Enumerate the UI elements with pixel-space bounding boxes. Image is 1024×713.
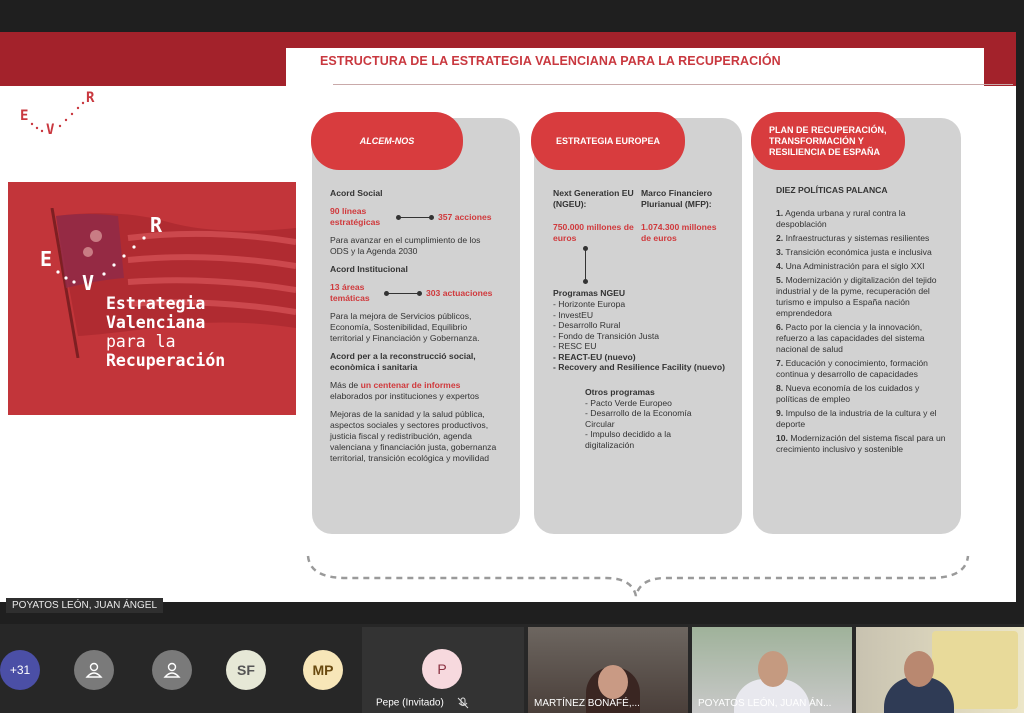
policy-text: Infraestructuras y sistemas resilientes	[785, 233, 930, 243]
otros-programas	[585, 387, 705, 451]
participant-name: Pepe (Invitado)	[376, 697, 469, 709]
panel-title-line4: Recuperación	[106, 351, 226, 370]
list-item: - REACT-EU (nuevo)	[553, 351, 636, 362]
mfp-title: Marco Financiero Plurianual (MFP):	[641, 188, 713, 209]
participant-tile-pepe[interactable]	[362, 627, 524, 713]
connector	[398, 217, 432, 218]
ngeu-title: Next Generation EU (NGEU):	[553, 188, 634, 209]
policy-number: 9.	[776, 408, 784, 418]
actuaciones-count: 303 actuaciones	[426, 287, 493, 298]
policy-item	[776, 433, 948, 455]
informes-text: Más de un centenar de informes elaborados por instituciones y expertos	[330, 380, 480, 401]
participant-avatar[interactable]	[74, 650, 114, 690]
participant-avatar-mp[interactable]: MP	[303, 650, 343, 690]
strategy-image-panel	[8, 182, 296, 415]
participant-video-tile-presenter[interactable]	[692, 627, 852, 713]
programas-ngeu-title: Programas NGEU	[553, 288, 626, 298]
panel-title-line1: Estrategia	[106, 294, 206, 313]
policy-text: Modernización y digitalización del tejido industrial y de la pyme, recuperación del turismo e impulso a España nación emprendedora	[776, 275, 937, 318]
more-participants-button[interactable]: +31	[0, 650, 40, 690]
acord-social-title: Acord Social	[330, 188, 383, 198]
panel-title-line2: Valenciana	[106, 313, 206, 332]
acord-reconstruccio-title: Acord per a la reconstrucció social, econòmica i sanitaria	[330, 351, 476, 372]
participant-avatar-pepe: P	[422, 649, 462, 689]
column-estrategia-europea-header: ESTRATEGIA EUROPEA	[531, 112, 685, 170]
otros-programas-list	[585, 398, 705, 451]
person-icon	[163, 661, 181, 679]
participant-avatar[interactable]	[152, 650, 192, 690]
connector-vertical	[585, 248, 586, 282]
policy-item	[776, 322, 948, 355]
policy-number: 1.	[776, 208, 784, 218]
column-alcem-nos-header: ALCEM-NOS	[311, 112, 463, 170]
policy-number: 4.	[776, 261, 784, 271]
policy-item	[776, 358, 948, 380]
policy-number: 10.	[776, 433, 788, 443]
participant-video-tile[interactable]	[528, 627, 688, 713]
column-estrategia-europea-content	[553, 188, 728, 450]
panel-logo-letter-e: E	[40, 247, 53, 271]
acord-institucional-description: Para la mejora de Servicios públicos, Economía, Sostenibilidad, Equilibrio territorial y Financiación y Gobernanza.	[330, 311, 480, 343]
participant-avatar-sf[interactable]: SF	[226, 650, 266, 690]
policy-number: 6.	[776, 322, 784, 332]
logo-letter-r: R	[86, 90, 95, 106]
panel-title-line3: para la	[106, 332, 176, 351]
bottom-bracket	[306, 554, 970, 598]
mejoras-text: Mejoras de la sanidad y la salud pública, aspectos sociales y sectores productivos, justicia fiscal y redistribución, agenda valenciana y financiación justa, gobernanza territorial, transición ecológica y movilidad	[330, 409, 497, 463]
acord-social-description: Para avanzar en el cumplimiento de los ODS y la Agenda 2030	[330, 235, 481, 256]
policy-item	[776, 383, 948, 405]
person-face	[598, 665, 628, 699]
presenter-name-label: POYATOS LEÓN, JUAN ÁNGEL	[6, 598, 163, 613]
programas-ngeu-list	[553, 299, 728, 373]
informes-highlight: un centenar de informes	[360, 380, 461, 390]
policy-text: Nueva economía de los cuidados y políticas de empleo	[776, 383, 920, 404]
participant-video-tile[interactable]	[856, 627, 1024, 713]
policy-number: 7.	[776, 358, 784, 368]
connector	[386, 293, 420, 294]
policy-text: Educación y conocimiento, formación continua y desarrollo de capacidades	[776, 358, 928, 379]
list-item: - RESC EU	[553, 341, 597, 351]
panel-evr-logo	[36, 210, 186, 300]
column-alcem-nos-content	[330, 188, 500, 464]
policy-number: 8.	[776, 383, 784, 393]
diez-politicas-title: DIEZ POLÍTICAS PALANCA	[776, 185, 888, 195]
otros-programas-title: Otros programas	[585, 386, 655, 397]
list-item: - Recovery and Resilience Facility (nuevo)	[553, 362, 725, 372]
column-plan-recuperacion-content	[776, 185, 948, 458]
panel-logo-letter-v: V	[82, 271, 95, 295]
ngeu-amount: 750.000 millones de euros	[553, 222, 634, 243]
logo-letter-v: V	[46, 122, 55, 138]
panel-title	[106, 294, 225, 370]
policy-text: Pacto por la ciencia y la innovación, refuerzo a las capacidades del sistema nacional de salud	[776, 322, 925, 354]
mfp-amount: 1.074.300 millones de euros	[641, 222, 717, 243]
policy-number: 2.	[776, 233, 784, 243]
policy-text: Una Administración para el siglo XXI	[785, 261, 925, 271]
evr-logo	[18, 88, 108, 138]
slide-title-underline	[333, 84, 1013, 85]
policy-text: Impulso de la industria de la cultura y el deporte	[776, 408, 937, 429]
policy-item	[776, 261, 948, 272]
column-plan-recuperacion-header: PLAN DE RECUPERACIÓN, TRANSFORMACIÓN Y RESILIENCIA DE ESPAÑA	[751, 112, 905, 170]
policy-item	[776, 275, 948, 319]
logo-letter-e: E	[20, 108, 29, 124]
participant-name: MARTÍNEZ BONAFÉ,...	[534, 698, 640, 709]
panel-logo-letter-r: R	[150, 213, 163, 237]
areas-tematicas: 13 áreas temáticas	[330, 282, 370, 303]
policy-item	[776, 208, 948, 230]
list-item: - InvestEU	[553, 309, 594, 320]
list-item: - Impulso decidido a la digitalización	[585, 429, 671, 450]
policy-list	[776, 208, 948, 455]
shared-slide	[0, 32, 1016, 602]
list-item: - Pacto Verde Europeo	[585, 397, 672, 408]
policy-item	[776, 233, 948, 244]
person-face	[758, 651, 788, 687]
acord-institucional-title: Acord Institucional	[330, 264, 408, 274]
list-item: - Desarrollo de la Economía Circular	[585, 408, 692, 429]
participant-name: POYATOS LEÓN, JUAN ÁN...	[698, 698, 832, 709]
policy-number: 5.	[776, 275, 784, 285]
policy-item	[776, 408, 948, 430]
policy-text: Modernización del sistema fiscal para un crecimiento inclusivo y sostenible	[776, 433, 946, 454]
policy-number: 3.	[776, 247, 784, 257]
policy-text: Transición económica justa e inclusiva	[785, 247, 932, 257]
person-icon	[85, 661, 103, 679]
policy-text: Agenda urbana y rural contra la despoblación	[776, 208, 906, 229]
slide-title: ESTRUCTURA DE LA ESTRATEGIA VALENCIANA PARA LA RECUPERACIÓN	[320, 54, 781, 68]
acciones-count: 357 acciones	[438, 211, 492, 222]
mic-muted-icon	[457, 697, 469, 709]
list-item: - Horizonte Europa	[553, 299, 626, 309]
person-face	[904, 651, 934, 687]
policy-item	[776, 247, 948, 258]
list-item: - Desarrollo Rural	[553, 320, 621, 330]
lineas-estrategicas: 90 líneas estratégicas	[330, 206, 381, 227]
list-item: - Fondo de Transición Justa	[553, 330, 660, 341]
